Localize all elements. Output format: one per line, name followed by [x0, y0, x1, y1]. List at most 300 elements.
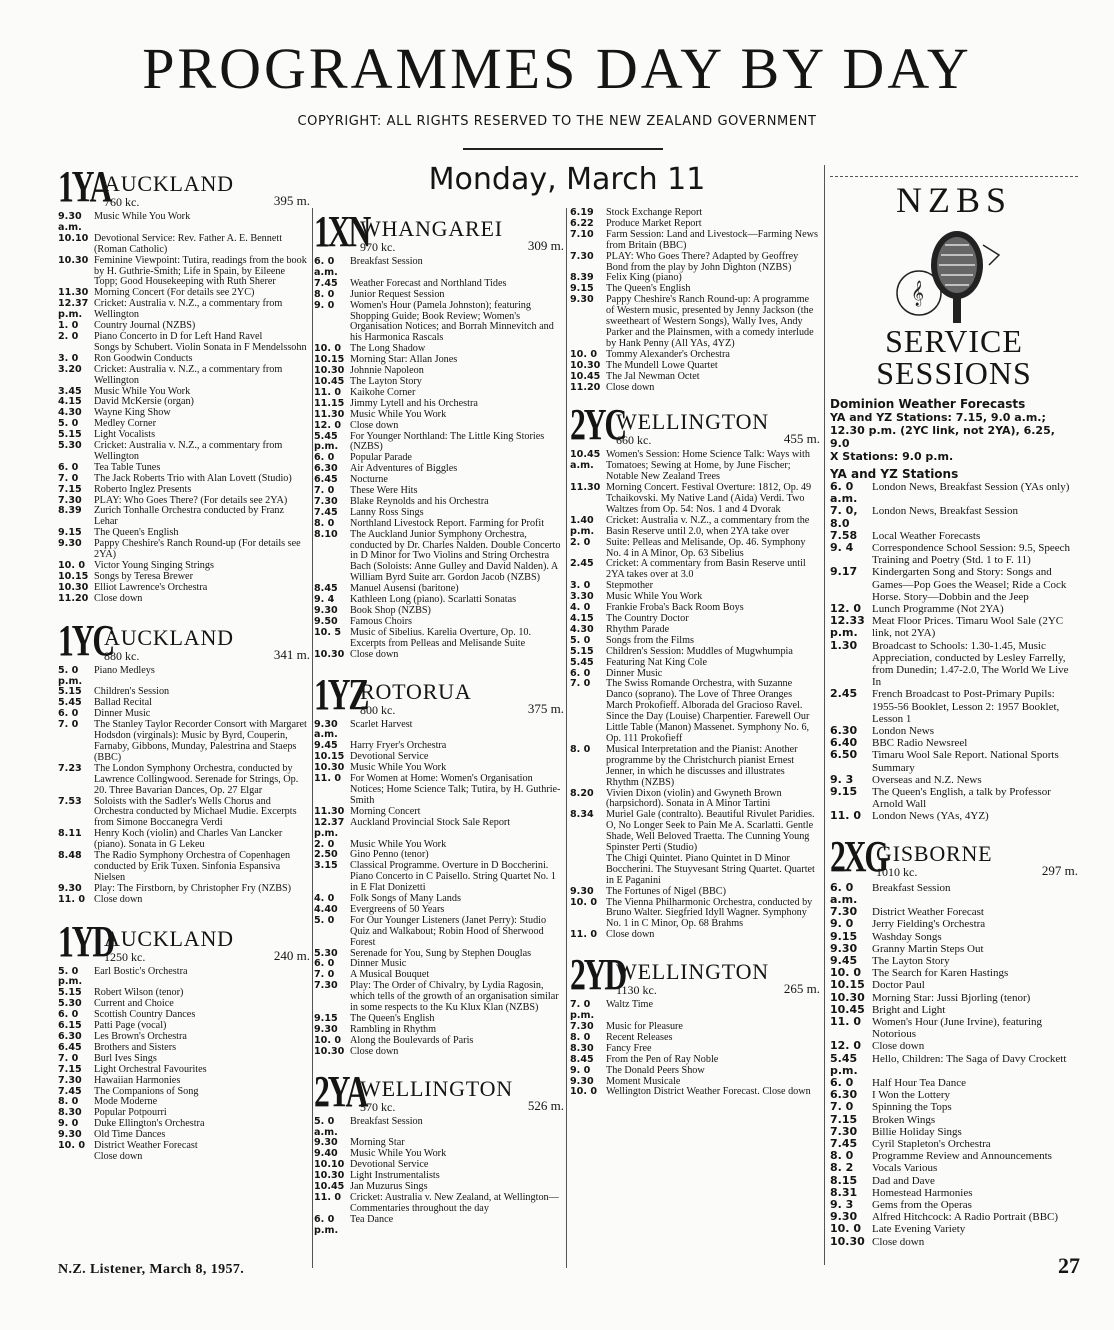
- station-wavelength: 455 m.: [783, 431, 820, 447]
- programme-time: 10.30: [830, 1234, 865, 1248]
- programme-title: Rhythm Parade: [606, 623, 670, 635]
- programme-time: 11.20: [570, 381, 601, 393]
- programme-time: 7.30: [314, 495, 338, 507]
- programme-entry: [830, 603, 1078, 615]
- programme-entry: [830, 1236, 1078, 1248]
- programme-title: Women's Hour (Pamela Johnston); featuring Shopping Guide; Book Review; Women's Organisation Notices; and Borrah Minnevitch and his Harmonica Rascals: [350, 299, 554, 344]
- programme-title: Children's Session: [94, 686, 170, 698]
- programme-entry: [830, 542, 1078, 566]
- programme-time: 7.15: [58, 1063, 82, 1075]
- programme-title: Close down: [872, 1040, 925, 1053]
- programme-time: 7. 0: [58, 472, 79, 484]
- programme-time: 6. 0: [314, 452, 335, 464]
- programme-entry: [830, 1114, 1078, 1126]
- programme-time: 10. 0: [314, 343, 342, 355]
- programme-title: Book Shop (NZBS): [350, 605, 431, 616]
- programme-entry: [830, 786, 1078, 810]
- programme-entry: [830, 1089, 1078, 1101]
- programme-title: Popular Potpourri: [94, 1107, 167, 1119]
- programme-title: Tea Table Tunes: [94, 461, 161, 473]
- programme-title: Burl Ives Sings: [94, 1052, 157, 1064]
- programme-entry: [830, 481, 1078, 505]
- programme-time: 2.45: [570, 558, 594, 570]
- programme-list: [570, 208, 820, 393]
- programme-title: Music While You Work: [94, 211, 191, 222]
- programme-title: Classical Programme. Overture in D Boccherini. Piano Concerto in C Paisello. String Quartet No. 1 in E Flat Donizetti: [350, 860, 556, 894]
- programme-entry: [314, 410, 564, 421]
- programme-time: 10. 0: [570, 896, 598, 908]
- programme-time: 10.15: [314, 354, 345, 366]
- station-header: [830, 831, 1078, 881]
- programme-entry: [830, 725, 1078, 737]
- programme-title: Northland Livestock Report. Farming for Profit: [350, 517, 545, 529]
- programme-title: Granny Martin Steps Out: [872, 942, 984, 955]
- programme-title: Feminine Viewpoint: Tutira, readings from the book by H. Guthrie-Smith; Life in Spain, by Eileene Topp; Good Housekeeping with Ruth Sherer: [94, 254, 307, 288]
- programme-title: Songs from the Films: [606, 634, 695, 646]
- programme-time: 10. 0: [58, 1140, 86, 1152]
- programme-title: Cyril Stapleton's Orchestra: [872, 1137, 991, 1150]
- x-stations-time: X Stations: 9.0 p.m.: [830, 450, 954, 463]
- programme-entry: [830, 1040, 1078, 1052]
- station-name: AUCKLAND: [104, 171, 234, 196]
- programme-time: 9.30 a.m.: [58, 211, 82, 233]
- programme-entry: [58, 895, 310, 906]
- programme-entry: [58, 594, 310, 605]
- programme-title: French Broadcast to Post-Primary Pupils: 1955-56 Booklet, Lesson 2: 1957 Booklet, Lesson 1: [872, 688, 1060, 725]
- programme-time: 5.30: [58, 440, 82, 452]
- programme-title: Breakfast Session: [350, 1115, 423, 1127]
- programme-time: 6.30: [58, 1031, 82, 1042]
- programme-time: 7. 0: [58, 719, 79, 731]
- programme-time: 10.30: [314, 365, 345, 377]
- programme-time: 9.15: [314, 1013, 338, 1024]
- programme-title: Zurich Tonhalle Orchestra conducted by Franz Lehar: [94, 505, 285, 528]
- programme-entry: [570, 898, 820, 931]
- programme-time: 9.30: [314, 1137, 338, 1149]
- programme-time: 6. 0 a.m.: [830, 880, 858, 906]
- programme-time: 11. 0: [570, 929, 598, 941]
- programme-entry: [830, 1211, 1078, 1223]
- programme-entry: [570, 383, 820, 394]
- programme-time: 6.30: [314, 463, 338, 475]
- programme-title: Close down: [350, 419, 399, 431]
- station-callsign: 1XN: [314, 208, 370, 256]
- programme-title: Lunch Programme (Not 2YA): [872, 603, 1004, 616]
- programme-time: 10.30: [314, 648, 345, 660]
- programme-time: 9.30: [58, 882, 82, 894]
- programme-time: 3.45: [58, 385, 82, 397]
- programme-time: 10.45: [314, 375, 345, 387]
- title-rule: [463, 148, 663, 150]
- programme-list: [570, 1000, 820, 1098]
- programme-time: 8.10: [314, 528, 338, 540]
- programme-entry: [314, 650, 564, 661]
- programme-title: Les Brown's Orchestra: [94, 1031, 187, 1042]
- programme-title: Piano Concerto in D for Left Hand Ravel: [94, 330, 263, 342]
- programme-title: Elliot Lawrence's Orchestra: [94, 581, 208, 593]
- programme-entry: [58, 797, 310, 830]
- programme-title: Gems from the Operas: [872, 1198, 972, 1211]
- svg-text:𝄞: 𝄞: [911, 281, 925, 306]
- programme-time: 10. 0: [830, 966, 861, 980]
- programme-title: Gino Penno (tenor): [350, 849, 429, 861]
- programme-entry: [314, 628, 564, 650]
- station-header: [58, 916, 310, 966]
- programme-list: [58, 212, 310, 605]
- programme-entry: [570, 230, 820, 252]
- programme-list: [314, 257, 564, 661]
- station-header: [58, 165, 310, 209]
- programme-time: 3.30: [570, 591, 594, 603]
- programme-title: Frankie Froba's Back Room Boys: [606, 602, 744, 614]
- programme-title: Homestead Harmonies: [872, 1186, 973, 1199]
- programme-entry: [830, 1077, 1078, 1089]
- station-frequency: 880 kc.: [104, 648, 140, 663]
- programme-title: Cricket: A commentary from Basin Reserve until 2YA takes over at 3.0: [606, 558, 806, 581]
- programme-time: 8. 0: [58, 1096, 79, 1108]
- programme-title: The Chigi Quintet. Piano Quintet in D Minor Boccherini. The Stuyvesant String Quartet. Quartet in E Paganini: [606, 852, 815, 886]
- programme-time: 11. 0: [830, 809, 861, 823]
- programme-title: Hello, Children: The Saga of Davy Crockett: [872, 1052, 1067, 1065]
- programme-time: 7.30: [314, 980, 338, 992]
- programme-time: 7. 0: [58, 1052, 79, 1064]
- programme-title: Stepmother: [606, 580, 653, 592]
- programme-time: 8.30: [570, 1042, 594, 1054]
- programme-time: 7. 0: [314, 485, 335, 497]
- programme-title: The Layton Story: [872, 954, 950, 967]
- programme-entry: [570, 1055, 820, 1066]
- programme-time: 6.30: [830, 1088, 858, 1102]
- programme-title: Spinning the Tops: [872, 1101, 952, 1114]
- programme-title: Children's Session: Muddles of Mugwhumpia: [606, 645, 793, 657]
- station-header: [314, 1066, 564, 1116]
- programme-time: 7.23: [58, 762, 82, 774]
- station-callsign: 1YA: [58, 165, 111, 211]
- programme-entry: [314, 1193, 564, 1215]
- programme-list: [830, 882, 1078, 1248]
- programme-title: Ballad Recital: [94, 697, 152, 709]
- programme-title: Songs by Schubert. Violin Sonata in F Mendelssohn: [94, 341, 307, 353]
- programme-title: District Weather Forecast: [94, 1140, 198, 1152]
- programme-title: London News, Breakfast Session (YAs only): [872, 481, 1070, 493]
- column-divider: [566, 208, 567, 1268]
- programme-title: Music of Sibelius. Karelia Overture, Op. 10. Excerpts from Pelleas and Melisande Suite: [350, 626, 532, 649]
- programme-title: Current and Choice: [94, 998, 174, 1010]
- station-wavelength: 240 m.: [273, 947, 310, 963]
- programme-entry: [570, 450, 820, 483]
- programme-time: 5.15: [58, 429, 82, 441]
- programme-time: 10.15: [314, 751, 345, 763]
- programme-title: Dinner Music: [606, 667, 663, 679]
- programme-time: 6. 0: [314, 958, 335, 970]
- programme-title: Light Vocalists: [94, 429, 156, 441]
- programme-time: 8. 0: [570, 743, 591, 755]
- programme-title: Air Adventures of Biggles: [350, 463, 458, 475]
- programme-title: Play: The Firstborn, by Christopher Fry (NZBS): [94, 882, 292, 894]
- programme-time: 7.30: [830, 905, 858, 919]
- programme-title: Produce Market Report: [606, 217, 702, 229]
- programme-title: Harry Fryer's Orchestra: [350, 740, 447, 752]
- programme-entry: [830, 1150, 1078, 1162]
- programme-title: Along the Boulevards of Paris: [350, 1034, 474, 1046]
- programme-time: 10.45: [830, 1002, 865, 1016]
- station-callsign: 1YC: [58, 615, 114, 665]
- programme-title: Late Evening Variety: [872, 1223, 966, 1236]
- programme-time: 12. 0: [830, 1039, 861, 1053]
- programme-title: Rambling in Rhythm: [350, 1023, 437, 1035]
- programme-time: 10.30: [314, 762, 345, 774]
- programme-title: Alfred Hitchcock: A Radio Portrait (BBC): [872, 1211, 1059, 1224]
- programme-time: 11.20: [58, 592, 89, 604]
- station-callsign: 2YD: [570, 950, 626, 1000]
- programme-time: 8. 0: [570, 1031, 591, 1043]
- programme-title: The Mundell Lowe Quartet: [606, 359, 718, 371]
- station-name: AUCKLAND: [104, 925, 234, 951]
- programme-title: Kindergarten Song and Story: Songs and Games—Pop Goes the Weasel; Ride a Cock Horse. Story—Dobbin and the Jeep: [872, 566, 1067, 603]
- programme-entry: [570, 1087, 820, 1098]
- programme-list: [314, 1117, 564, 1237]
- programme-time: 9.15: [58, 527, 82, 539]
- programme-time: 5. 0 p.m.: [58, 664, 83, 687]
- programme-entry: [570, 789, 820, 811]
- programme-entry: [570, 538, 820, 560]
- programme-title: The Stanley Taylor Recorder Consort with Margaret Hodsdon (virginals): Music by Byrd, Couperin, Farnaby, Gibbons, Munday, Palestrina and Staeps (BBC): [94, 719, 307, 763]
- programme-entry: [830, 1199, 1078, 1211]
- programme-time: [58, 1152, 94, 1163]
- programme-title: For Women at Home: Women's Organisation Notices; Home Science Talk; Tutira, by H. Guthrie-Smith: [350, 773, 561, 806]
- programme-title: Vocals Various: [872, 1162, 938, 1175]
- programme-time: 6. 0 p.m.: [314, 1213, 339, 1236]
- station-callsign: 2YA: [314, 1066, 367, 1116]
- programme-title: Fancy Free: [606, 1042, 652, 1054]
- programme-title: Play: The Order of Chivalry, by Lydia Ragosin, which tells of the growth of an organisation similar in some respects to the Ku Klux Klan (NZBS): [350, 980, 559, 1014]
- programme-time: 5.15: [58, 987, 82, 999]
- programme-entry: [58, 485, 310, 496]
- programme-time: 10.30: [570, 359, 601, 371]
- programme-entry: [570, 658, 820, 669]
- programme-time: 8.15: [830, 1173, 858, 1187]
- programme-title: PLAY: Who Goes There? Adapted by Geoffrey Bond from the play by John Dighton (NZBS): [606, 250, 799, 273]
- programme-title: BBC Radio Newsreel: [872, 737, 968, 750]
- programme-time: 9. 0: [570, 1064, 591, 1076]
- programme-time: 2. 0: [570, 536, 591, 548]
- programme-time: 9. 0: [58, 1118, 79, 1130]
- programme-entry: [570, 854, 820, 887]
- programme-title: Close down: [350, 648, 399, 660]
- programme-time: 5.30: [58, 998, 82, 1010]
- programme-time: 1.40 p.m.: [570, 514, 595, 537]
- programme-title: Music for Pleasure: [606, 1021, 683, 1032]
- programme-entry: [830, 1223, 1078, 1235]
- programme-entry: [570, 679, 820, 744]
- programme-title: Kathleen Long (piano). Scarlatti Sonatas: [350, 594, 517, 606]
- programme-title: Devotional Service: Rev. Father A. E. Bennett (Roman Catholic): [94, 232, 283, 255]
- programme-title: Brothers and Sisters: [94, 1041, 177, 1053]
- programme-title: The Long Shadow: [350, 343, 426, 355]
- programme-title: Jimmy Lytell and his Orchestra: [350, 397, 478, 409]
- programme-entry: [830, 737, 1078, 749]
- programme-entry: [314, 432, 564, 454]
- programme-time: 10. 5: [314, 626, 342, 638]
- programme-entry: [570, 647, 820, 658]
- programme-time: 12. 0: [314, 419, 342, 431]
- programme-entry: [830, 1162, 1078, 1174]
- column-divider: [312, 208, 313, 1268]
- station-name: AUCKLAND: [104, 624, 234, 650]
- programme-title: Correspondence School Session: 9.5, Speech Training and Poetry (Std. 1 to F. 11): [872, 542, 1070, 567]
- programme-time: 10. 0: [830, 1222, 861, 1236]
- programme-title: Recent Releases: [606, 1031, 673, 1043]
- programme-title: Half Hour Tea Dance: [872, 1076, 967, 1089]
- station-frequency: 570 kc.: [360, 1099, 396, 1114]
- programme-time: 7. 0 p.m.: [570, 999, 595, 1022]
- programme-time: 12. 0: [830, 602, 861, 616]
- programme-title: Women's Session: Home Science Talk: Ways with Tomatoes; Sewing at Home, by June Fischer; Notable New Zealand Trees: [606, 449, 810, 483]
- programme-list: [570, 450, 820, 941]
- programme-time: 9.30: [570, 1075, 594, 1087]
- programme-entry: [314, 774, 564, 807]
- programme-entry: [570, 930, 820, 941]
- programme-title: Close down: [94, 1150, 143, 1162]
- station-name: ROTORUA: [360, 678, 472, 704]
- programme-time: 9.15: [830, 929, 858, 943]
- programme-time: 6.45: [314, 474, 338, 486]
- programme-time: 7. 0: [570, 678, 591, 690]
- programme-entry: [314, 530, 564, 585]
- programme-entry: [58, 234, 310, 256]
- programme-title: Morning Star: Allan Jones: [350, 354, 458, 366]
- programme-title: Close down: [94, 592, 143, 604]
- programme-time: [570, 854, 606, 887]
- programme-title: The Fortunes of Nigel (BBC): [606, 885, 726, 897]
- programme-entry: [570, 483, 820, 516]
- programme-time: 9. 4: [830, 541, 854, 555]
- programme-time: 2.45: [830, 687, 858, 701]
- programme-time: 7.15: [830, 1112, 858, 1126]
- programme-time: 2.50: [314, 849, 338, 861]
- programme-title: Music While You Work: [94, 385, 191, 397]
- programme-time: 9.45: [314, 740, 338, 752]
- programme-title: Dinner Music: [94, 708, 151, 720]
- programme-entry: [314, 981, 564, 1014]
- programme-time: 10. 0: [570, 1086, 598, 1098]
- programme-title: Cricket: Australia v. N.Z., a commentary from Wellington: [94, 298, 283, 321]
- programme-entry: [830, 1101, 1078, 1113]
- programme-title: The Radio Symphony Orchestra of Copenhagen conducted by Erik Tuxen. Sinfonia Espansiva Nielsen: [94, 850, 291, 883]
- sessions-heading: SESSIONS: [876, 355, 1032, 391]
- programme-title: Morning Star: Jussi Bjorling (tenor): [872, 991, 1031, 1004]
- programme-list: [58, 666, 310, 906]
- programme-entry: [570, 372, 820, 383]
- page-title: PROGRAMMES DAY BY DAY: [142, 36, 972, 101]
- programme-entry: [314, 421, 564, 432]
- programme-time: 12.37 p.m.: [314, 816, 345, 839]
- programme-entry: [830, 530, 1078, 542]
- programme-time: 7.15: [58, 483, 82, 495]
- programme-time: 8.11: [58, 828, 82, 840]
- programme-list: [314, 720, 564, 1058]
- programme-title: These Were Hits: [350, 485, 418, 497]
- programme-time: 11. 0: [314, 773, 342, 785]
- programme-title: Wellington District Weather Forecast. Close down: [606, 1086, 811, 1098]
- programme-title: Dad and Dave: [872, 1174, 935, 1187]
- programme-title: Light Instrumentalists: [350, 1170, 440, 1182]
- programme-title: Evergreens of 50 Years: [350, 903, 445, 915]
- programme-time: 7.45: [314, 506, 338, 518]
- programme-entry: [830, 1175, 1078, 1187]
- programme-title: Programme Review and Announcements: [872, 1150, 1052, 1163]
- column-3: [570, 208, 820, 1273]
- station-callsign: 1YZ: [314, 669, 368, 719]
- programme-time: 2. 0: [58, 330, 79, 342]
- programme-time: 5.45 p.m.: [830, 1051, 858, 1077]
- programme-entry: [830, 943, 1078, 955]
- programme-entry: [58, 365, 310, 387]
- programme-time: 6. 0 a.m.: [314, 256, 338, 278]
- programme-entry: [570, 252, 820, 274]
- programme-time: 6. 0: [58, 1009, 79, 1021]
- programme-title: Wayne King Show: [94, 407, 171, 419]
- programme-title: The Auckland Junior Symphony Orchestra, conducted by Dr. Charles Nalden. Double Concerto in D Minor for Two Violins and String Orchestra Bach (Soloists: Anne Gulley and David Nalden). A William Byrd Suite arr. Gordon Jacob (NZBS): [350, 528, 561, 584]
- programme-time: 11.30: [58, 287, 89, 299]
- programme-time: 10.15: [58, 570, 89, 582]
- programme-entry: [570, 295, 820, 350]
- programme-title: Local Weather Forecasts: [872, 529, 981, 542]
- programme-title: Morning Star: [350, 1137, 405, 1149]
- programme-time: 10. 0: [314, 1034, 342, 1046]
- programme-time: 10.45 a.m.: [570, 449, 601, 472]
- programme-title: Moment Musicale: [606, 1075, 681, 1087]
- programme-time: 4.30: [570, 623, 594, 635]
- programme-entry: [830, 688, 1078, 725]
- programme-title: Henry Koch (violin) and Charles Van Lancker (piano). Sonata in G Lekeu: [94, 828, 283, 851]
- programme-title: Dinner Music: [350, 958, 407, 970]
- programme-time: 12.33 p.m.: [830, 614, 865, 640]
- programme-entry: [830, 1187, 1078, 1199]
- programme-title: The Layton Story: [350, 375, 422, 387]
- programme-time: 4. 0: [570, 602, 591, 614]
- programme-title: Breakfast Session: [350, 256, 423, 267]
- programme-list: [58, 967, 310, 1163]
- programme-title: Featuring Nat King Cole: [606, 656, 708, 668]
- programme-time: 9. 0: [830, 917, 854, 931]
- programme-title: PLAY: Who Goes There? (For details see 2YA): [94, 494, 288, 506]
- programme-entry: [830, 931, 1078, 943]
- programme-time: 10.10: [58, 232, 89, 244]
- programme-time: 9.30: [58, 538, 82, 550]
- programme-title: Songs by Teresa Brewer: [94, 570, 193, 582]
- programme-time: 7. 0: [314, 969, 335, 981]
- programme-entry: [570, 745, 820, 789]
- programme-entry: [314, 290, 564, 301]
- nzbs-title: NZBS: [895, 180, 1013, 220]
- programme-time: 5. 0: [570, 634, 591, 646]
- programme-title: Weather Forecast and Northland Tides: [350, 277, 507, 289]
- programme-title: Music While You Work: [606, 591, 703, 603]
- programme-entry: [830, 906, 1078, 918]
- programme-title: Billie Holiday Sings: [872, 1125, 962, 1138]
- programme-time: 9.30: [830, 941, 858, 955]
- programme-title: Mode Moderne: [94, 1096, 158, 1108]
- programme-title: Morning Concert. Festival Overture: 1812, Op. 49 Tchaikovski. My Native Land (Aida) Verdi. Two Waltzes from Op. 54: Nos. 1 and 4 Dvorak: [606, 482, 812, 515]
- programme-time: 5.15: [58, 686, 82, 698]
- programme-title: From the Pen of Ray Noble: [606, 1053, 719, 1065]
- programme-title: The Jack Roberts Trio with Alan Lovett (Studio): [94, 472, 292, 484]
- programme-time: 6.50: [830, 748, 858, 762]
- station-header: [314, 210, 564, 254]
- programme-title: Suite: Pelleas and Melisande, Op. 46. Symphony No. 4 in A Minor, Op. 63 Sibelius: [606, 536, 806, 559]
- programme-time: 7.45: [58, 1085, 82, 1097]
